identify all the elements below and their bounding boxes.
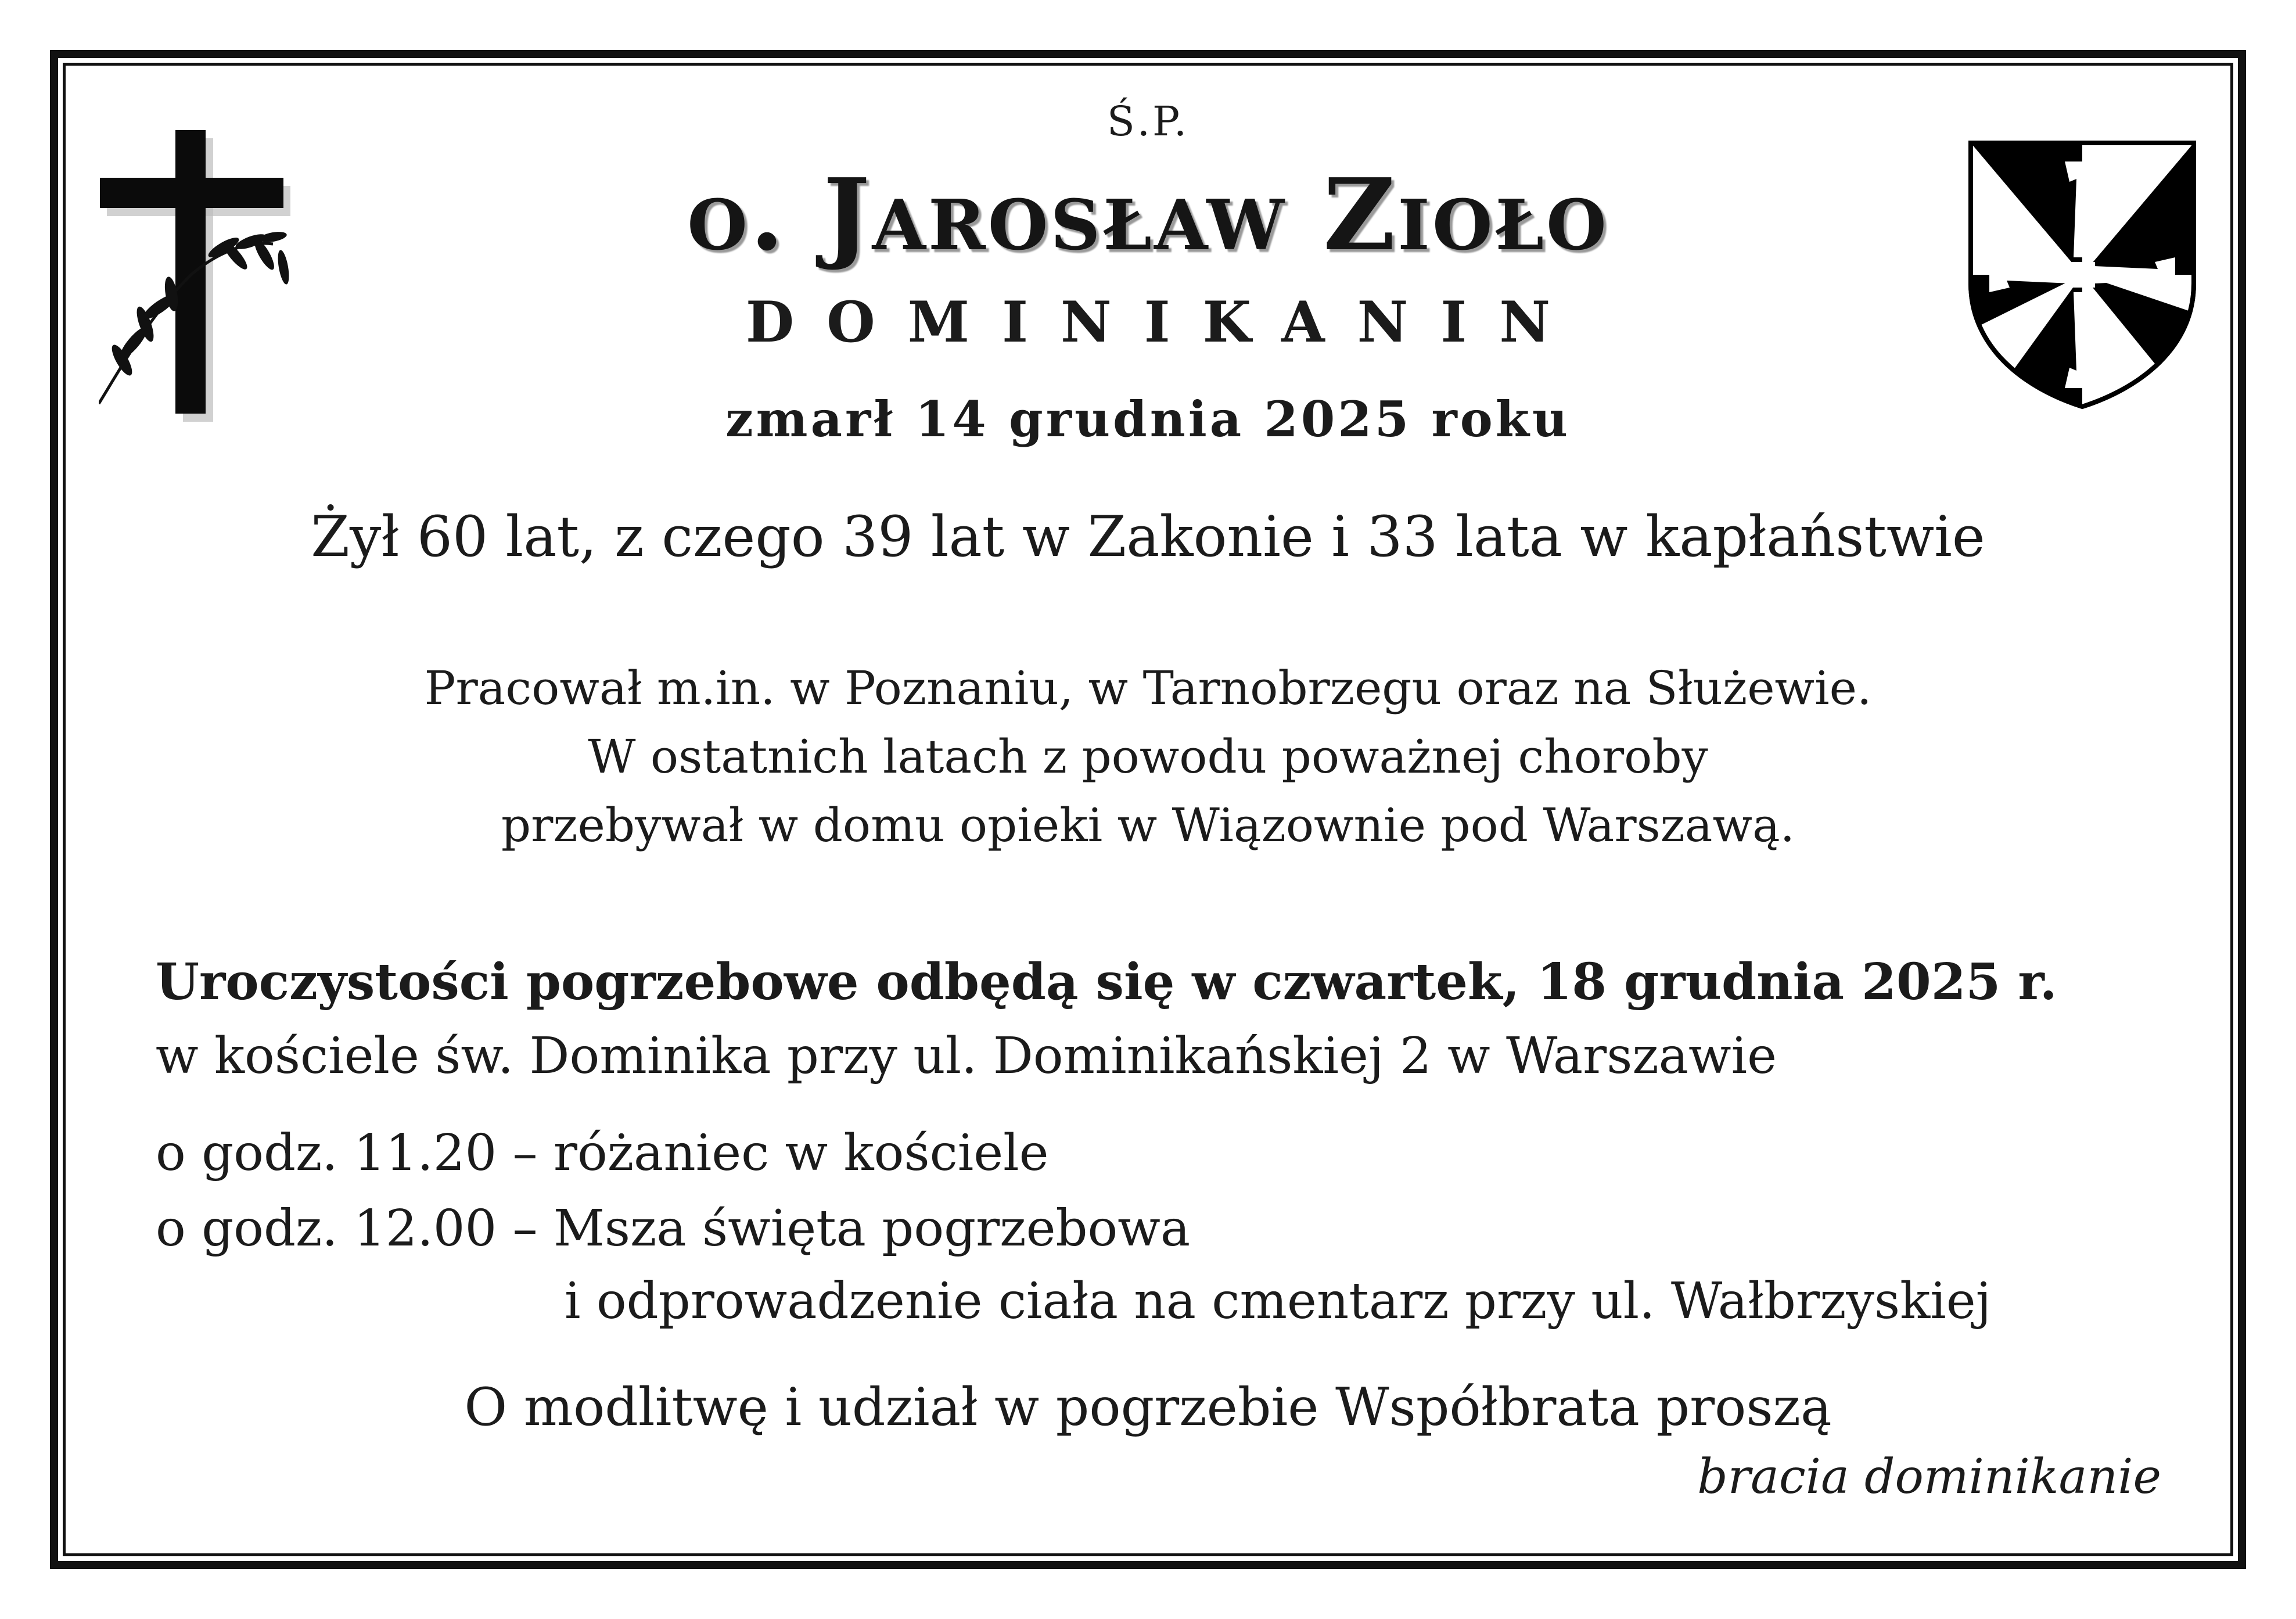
biography-line: Pracował m.in. w Poznaniu, w Tarnobrzegu oraz na Służewie. bbox=[424, 661, 1872, 715]
life-summary: Żył 60 lat, z czego 39 lat w Zakonie i 33 lata w kapłaństwie bbox=[311, 504, 1985, 569]
religious-order: DOMINIKANIN bbox=[745, 289, 1583, 355]
schedule-item: o godz. 11.20 – różaniec w kościele bbox=[156, 1124, 1049, 1182]
schedule-item: o godz. 12.00 – Msza święta pogrzebowa bbox=[156, 1200, 1191, 1258]
deceased-name: o. Jarosław Zioło bbox=[687, 157, 1609, 273]
death-date: zmarł 14 grudnia 2025 roku bbox=[725, 390, 1571, 448]
funeral-heading: Uroczystości pogrzebowe odbędą się w czwartek, 18 grudnia 2025 r. bbox=[156, 953, 2057, 1011]
biography-line: przebywał w domu opieki w Wiązownie pod Warszawą. bbox=[501, 798, 1795, 852]
signature: bracia dominikanie bbox=[1697, 1449, 2161, 1505]
funeral-location: w kościele św. Dominika przy ul. Dominikańskiej 2 w Warszawie bbox=[156, 1027, 1777, 1085]
prayer-request: O modlitwę i udział w pogrzebie Współbrata proszą bbox=[464, 1377, 1832, 1438]
biography-line: W ostatnich latach z powodu poważnej choroby bbox=[588, 730, 1708, 784]
schedule-item-continuation: i odprowadzenie ciała na cmentarz przy ul. Wałbrzyskiej bbox=[565, 1272, 1992, 1330]
honorific: Ś.P. bbox=[1106, 98, 1190, 145]
